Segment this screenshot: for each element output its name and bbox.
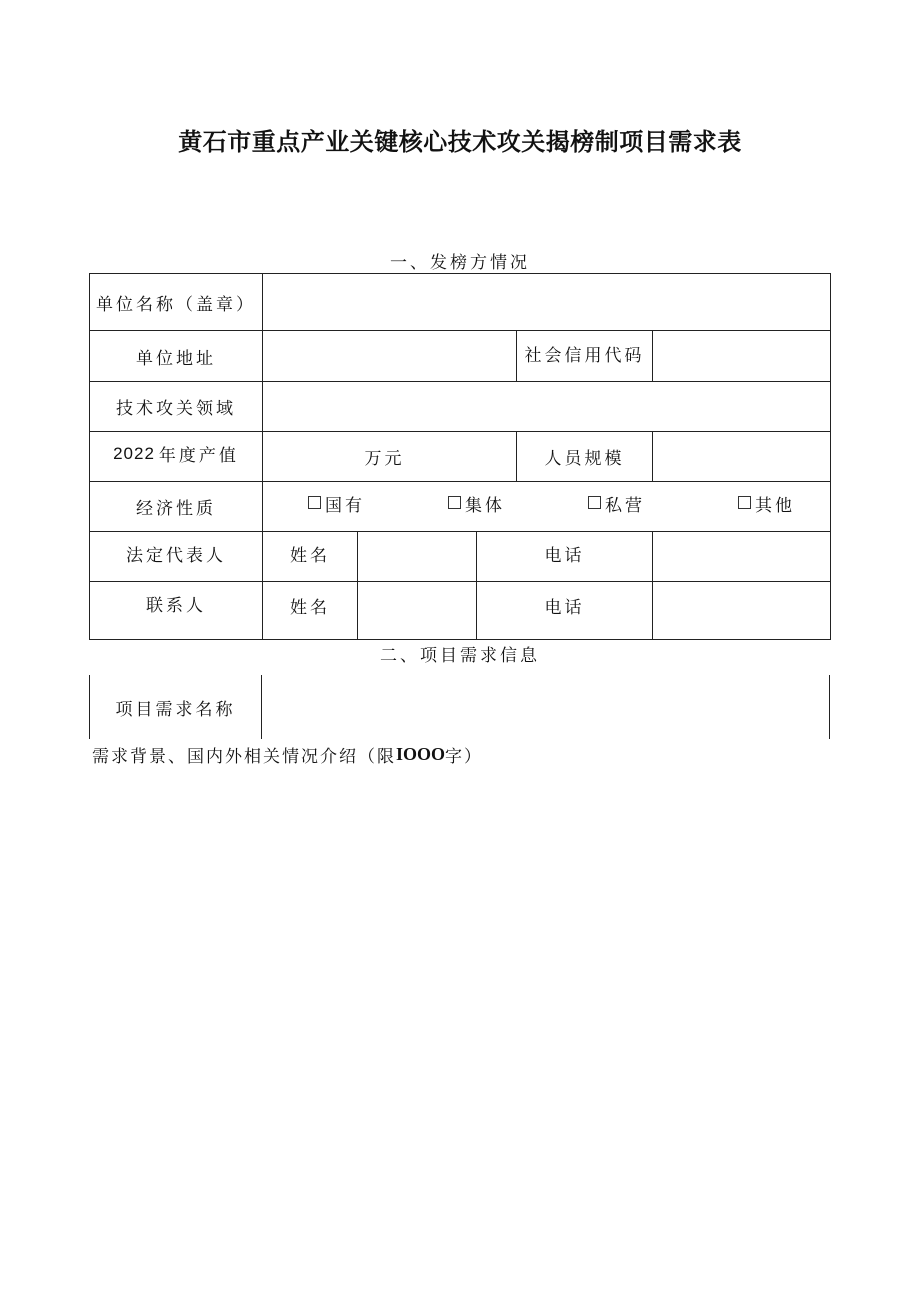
checkbox-icon[interactable] bbox=[738, 496, 751, 509]
project-name-row bbox=[89, 675, 831, 739]
project-name-field[interactable] bbox=[262, 675, 829, 739]
label-project-name: 项目需求名称 bbox=[115, 699, 236, 720]
legal-rep-name-field[interactable] bbox=[358, 532, 476, 581]
column-divider bbox=[829, 675, 830, 739]
label-legal-rep-phone: 电话 bbox=[544, 546, 585, 566]
option-state-owned[interactable]: 国有 bbox=[308, 482, 398, 525]
option-other[interactable]: 其他 bbox=[738, 482, 828, 525]
output-year: 2022 bbox=[113, 443, 155, 463]
output-value-label: 年度产值 bbox=[158, 446, 239, 465]
tech-field-field[interactable] bbox=[263, 382, 830, 431]
option-private[interactable]: 私营 bbox=[588, 482, 678, 525]
label-legal-rep-name: 姓名 bbox=[290, 546, 330, 566]
contact-phone-field[interactable] bbox=[653, 582, 830, 639]
unit-name-field[interactable] bbox=[263, 274, 830, 330]
label-legal-rep: 法定代表人 bbox=[126, 546, 226, 566]
contact-name-field[interactable] bbox=[358, 582, 476, 639]
label-unit-name: 单位名称（盖章） bbox=[96, 294, 256, 315]
background-intro-label: 需求背景、国内外相关情况介绍（限 IOOO 字） bbox=[92, 744, 484, 767]
output-unit: 万元 bbox=[364, 449, 405, 469]
label-tech-field: 技术攻关领域 bbox=[116, 399, 236, 419]
checkbox-icon[interactable] bbox=[308, 496, 321, 509]
section-heading-issuer: 一、发榜方情况 bbox=[390, 253, 530, 273]
output-value-field[interactable] bbox=[263, 432, 516, 481]
staff-scale-field[interactable] bbox=[653, 432, 830, 481]
option-collective[interactable]: 集体 bbox=[448, 482, 538, 525]
label-unit-address: 单位地址 bbox=[136, 348, 216, 369]
label-contact: 联系人 bbox=[146, 596, 206, 616]
label-staff-scale: 人员规模 bbox=[544, 449, 625, 469]
legal-rep-phone-field[interactable] bbox=[653, 532, 830, 581]
label-credit-code: 社会信用代码 bbox=[524, 345, 645, 366]
label-economic-nature: 经济性质 bbox=[136, 499, 216, 519]
label-contact-name: 姓名 bbox=[290, 598, 330, 618]
label-contact-phone: 电话 bbox=[544, 598, 585, 618]
checkbox-icon[interactable] bbox=[448, 496, 461, 509]
unit-address-field[interactable] bbox=[263, 331, 516, 381]
checkbox-icon[interactable] bbox=[588, 496, 601, 509]
section-heading-project: 二、项目需求信息 bbox=[380, 646, 540, 666]
credit-code-field[interactable] bbox=[653, 331, 830, 381]
issuer-info-table bbox=[89, 273, 831, 640]
label-output-value bbox=[90, 432, 262, 475]
page-title: 黄石市重点产业关键核心技术攻关揭榜制项目需求表 bbox=[178, 128, 742, 156]
